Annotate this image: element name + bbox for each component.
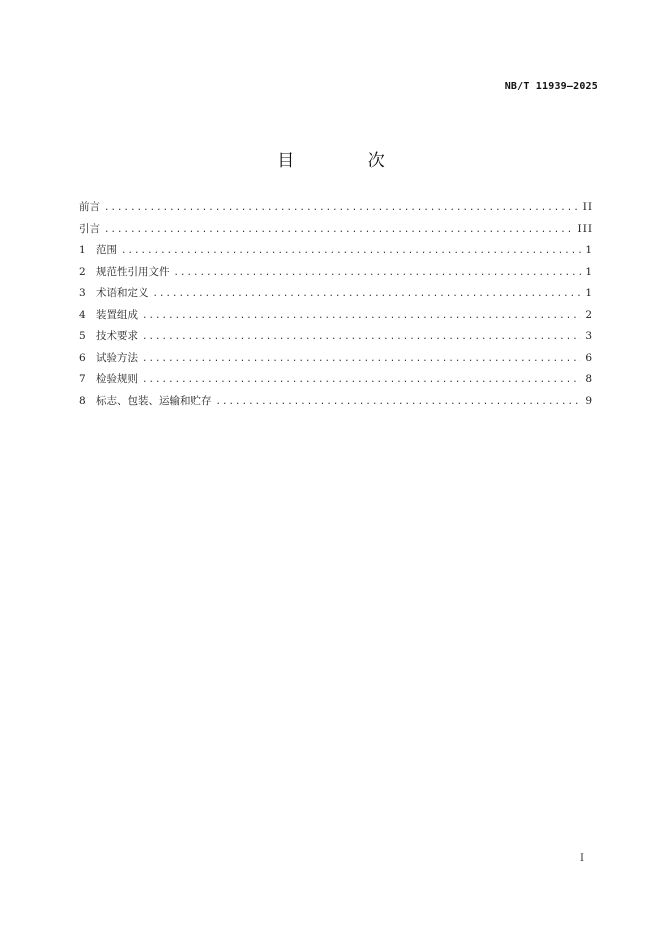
- page-title: 目 次: [277, 151, 419, 171]
- toc-entry-text: 装置组成: [96, 308, 138, 321]
- toc-entry-text: 引言: [79, 222, 100, 235]
- toc-leader-dots: [142, 330, 581, 344]
- toc-entry-introduction[interactable]: [79, 222, 593, 244]
- toc-entry-text: 规范性引用文件: [96, 265, 170, 278]
- toc-entry-number: 6: [79, 351, 86, 364]
- toc-entry-number: 3: [79, 287, 86, 299]
- document-code: NB/T 11939—2025: [504, 81, 598, 92]
- toc-entry-page: II: [582, 201, 593, 213]
- toc-entry-number: 8: [79, 394, 86, 407]
- toc-leader-dots: [174, 266, 582, 280]
- toc-entry-normative-references[interactable]: [79, 265, 593, 287]
- toc-leader-dots: [104, 201, 579, 215]
- toc-leader-dots: [142, 309, 581, 323]
- toc-leader-dots: [153, 287, 582, 301]
- toc-entry-scope[interactable]: [79, 243, 593, 265]
- toc-entry-text: 标志、包装、运输和贮存: [96, 394, 212, 407]
- toc-entry-text: 前言: [79, 201, 100, 213]
- toc-leader-dots: [142, 373, 581, 387]
- toc-entry-number: 5: [79, 330, 86, 342]
- toc-entry-device-composition[interactable]: [79, 308, 593, 330]
- toc-entry-number: 4: [79, 308, 86, 321]
- toc-entry-page: III: [577, 222, 593, 235]
- toc-entry-page: 3: [585, 330, 593, 342]
- toc-entry-terms-definitions[interactable]: [79, 286, 593, 308]
- toc-entry-text: 术语和定义: [96, 287, 149, 299]
- toc-entry-text: 范围: [96, 244, 117, 256]
- toc-entry-page: 1: [585, 265, 593, 278]
- toc-entry-number: 1: [79, 244, 86, 256]
- table-of-contents: [79, 200, 593, 415]
- toc-entry-number: 7: [79, 373, 86, 385]
- toc-leader-dots: [104, 223, 574, 237]
- toc-entry-test-methods[interactable]: [79, 351, 593, 373]
- toc-entry-inspection-rules[interactable]: [79, 372, 593, 394]
- toc-entry-text: 技术要求: [96, 330, 138, 342]
- toc-entry-page: 1: [585, 244, 593, 256]
- toc-entry-page: 9: [585, 394, 593, 407]
- toc-leader-dots: [121, 244, 581, 258]
- toc-entry-page: 2: [585, 308, 593, 321]
- toc-entry-foreword[interactable]: [79, 200, 593, 222]
- toc-leader-dots: [142, 352, 581, 366]
- toc-entry-marking-packaging[interactable]: [79, 394, 593, 416]
- toc-entry-page: 1: [585, 287, 593, 299]
- toc-entry-number: 2: [79, 265, 86, 278]
- toc-entry-text: 试验方法: [96, 351, 138, 364]
- toc-entry-text: 检验规则: [96, 373, 138, 385]
- toc-entry-page: 6: [585, 351, 593, 364]
- toc-entry-technical-requirements[interactable]: [79, 329, 593, 351]
- toc-leader-dots: [216, 395, 582, 409]
- page-number: I: [580, 853, 584, 864]
- toc-entry-page: 8: [585, 373, 593, 385]
